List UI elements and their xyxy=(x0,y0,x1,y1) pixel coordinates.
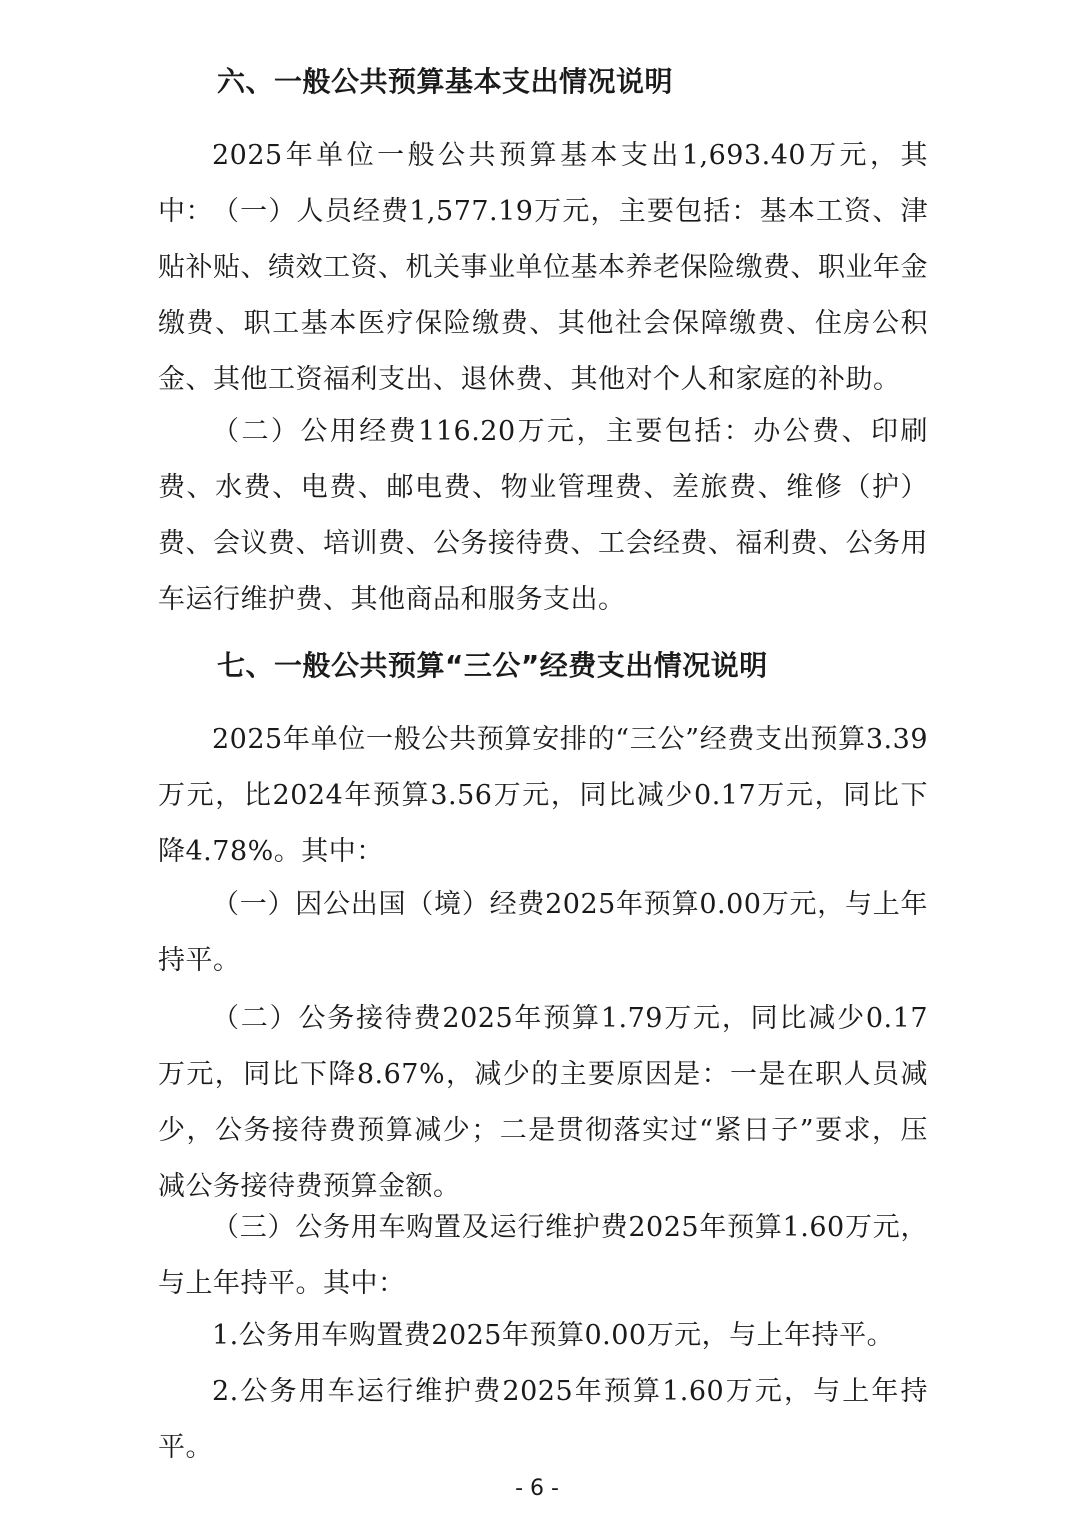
section-7-intro: 2025年单位一般公共预算安排的“三公”经费支出预算3.39万元，比2024年预算3.56万元，同比减少0.17万元，同比下降4.78%。其中： xyxy=(158,724,928,867)
section-7-vehicle-maintenance: 2.公务用车运行维护费2025年预算1.60万元，与上年持平。 xyxy=(158,1376,928,1463)
section-6-heading: 六、一般公共预算基本支出情况说明 xyxy=(217,65,674,98)
section-7-official-vehicles: （三）公务用车购置及运行维护费2025年预算1.60万元，与上年持平。其中： xyxy=(158,1212,928,1299)
section-6-intro: 2025年单位一般公共预算基本支出1,693.40万元，其中： xyxy=(158,140,928,227)
section-7-official-reception: （二）公务接待费2025年预算1.79万元，同比减少0.17万元，同比下降8.67%，减少的主要原因是：一是在职人员减少，公务接待费预算减少；二是贯彻落实过“紧日子”要求，压减公务接待费预算金额。 xyxy=(158,1003,928,1202)
section-6-personnel-expenses: （一）人员经费1,577.19万元，主要包括：基本工资、津贴补贴、绩效工资、机关事业单位基本养老保险缴费、职业年金缴费、职工基本医疗保险缴费、其他社会保障缴费、住房公积金、其他工资福利支出、退休费、其他对个人和家庭的补助。 xyxy=(158,196,928,395)
section-7-heading: 七、一般公共预算“三公”经费支出情况说明 xyxy=(217,649,768,682)
section-7-vehicle-purchase: 1.公务用车购置费2025年预算0.00万元，与上年持平。 xyxy=(212,1320,895,1351)
section-7-overseas-travel: （一）因公出国（境）经费2025年预算0.00万元，与上年持平。 xyxy=(158,889,928,976)
page-number: - 6 - xyxy=(515,1476,559,1501)
section-6-public-expenses: （二）公用经费116.20万元，主要包括：办公费、印刷费、水费、电费、邮电费、物业管理费、差旅费、维修（护）费、会议费、培训费、公务接待费、工会经费、福利费、公务用车运行维护费、其他商品和服务支出。 xyxy=(158,416,928,615)
